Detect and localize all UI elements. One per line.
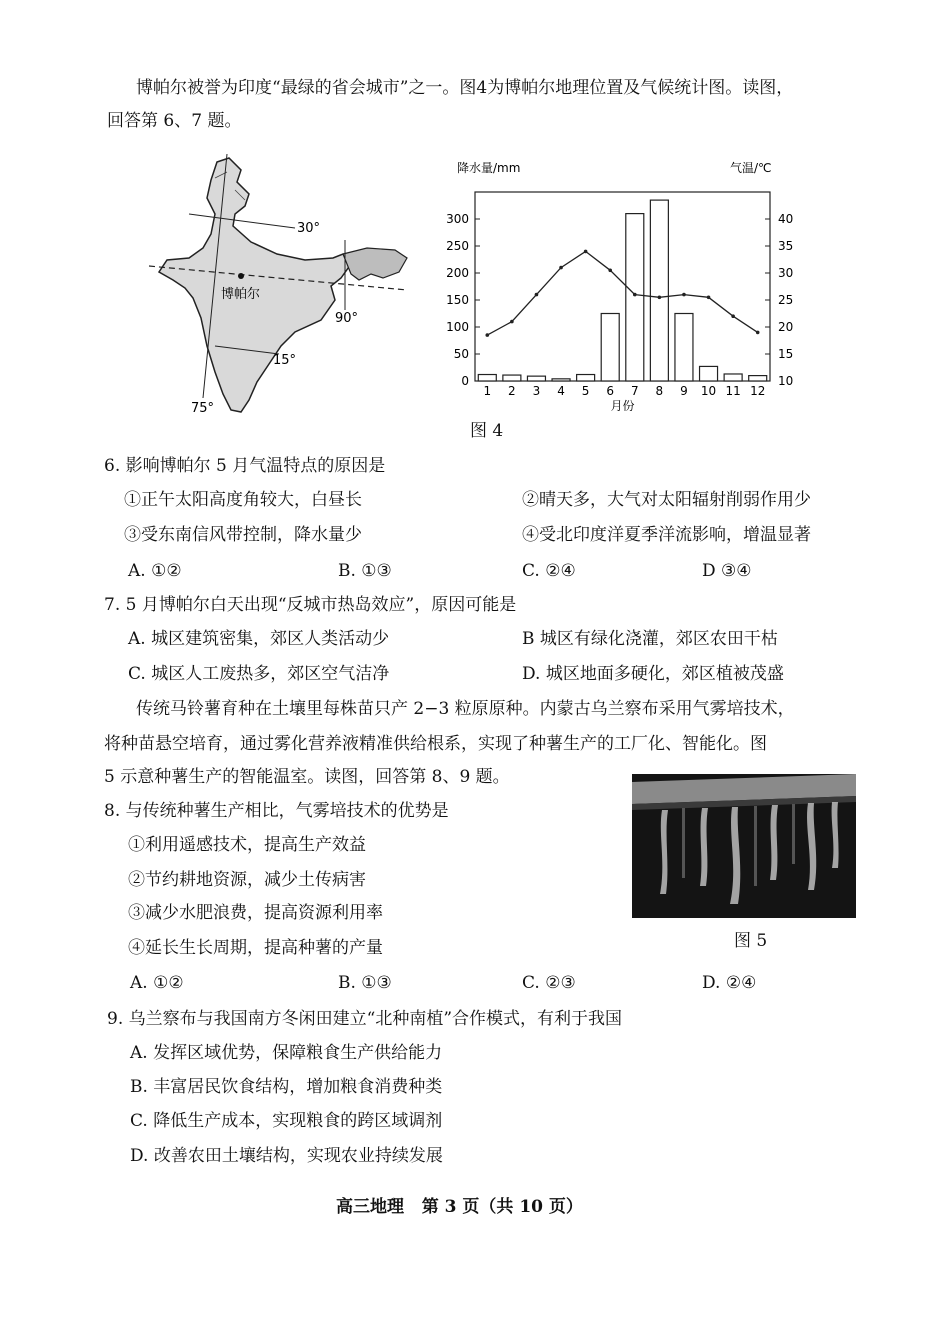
- temp-point-7: [633, 293, 637, 297]
- figure-4-caption: 图 4: [470, 421, 504, 441]
- precip-bar-11: [724, 374, 742, 381]
- precip-bar-1: [478, 375, 496, 381]
- q8-statement-1: ①利用遥感技术，提高生产效益: [128, 835, 366, 855]
- plot-frame: [475, 192, 770, 381]
- lon-90-label: 90°: [335, 311, 359, 326]
- precip-bar-9: [675, 314, 693, 382]
- temp-point-10: [707, 296, 711, 300]
- q6-stem: 6. 影响博帕尔 5 月气温特点的原因是: [104, 456, 386, 476]
- q6-statement-1: ①正午太阳高度角较大，白昼长: [124, 490, 362, 510]
- q7-option-b[interactable]: B 城区有绿化浇灌，郊区农田干枯: [522, 629, 778, 649]
- q6-statement-2: ②晴天多，大气对太阳辐射削弱作用少: [522, 490, 811, 510]
- x-tick-label: 2: [508, 384, 516, 398]
- x-tick-label: 8: [655, 384, 664, 398]
- q6-option-b[interactable]: B. ①③: [338, 561, 392, 581]
- x-tick-label: 12: [750, 384, 766, 398]
- q9-option-a[interactable]: A. 发挥区域优势，保障粮食生产供给能力: [130, 1043, 443, 1063]
- q8-statement-3: ③减少水肥浪费，提高资源利用率: [128, 903, 383, 923]
- intro2-line-2: 将种苗悬空培育，通过雾化营养液精准供给根系，实现了种薯生产的工厂化、智能化。图: [104, 734, 767, 754]
- x-tick-label: 11: [725, 384, 741, 398]
- y-left-tick-label: 250: [446, 239, 469, 253]
- x-axis-label: 月份: [610, 399, 635, 413]
- y-right-label: 气温/℃: [730, 161, 772, 175]
- page-footer: 高三地理 第 3 页（共 10 页）: [336, 1197, 583, 1217]
- precip-bar-10: [700, 366, 718, 381]
- x-tick-label: 9: [680, 384, 688, 398]
- y-right-tick-label: 40: [778, 212, 794, 226]
- precip-bar-6: [601, 314, 619, 382]
- northeast-region: [343, 248, 407, 280]
- intro2-line-3: 5 示意种薯生产的智能温室。读图，回答第 8、9 题。: [104, 767, 510, 787]
- x-tick-label: 6: [606, 384, 615, 398]
- q8-option-d[interactable]: D. ②④: [702, 973, 757, 993]
- x-tick-label: 10: [700, 384, 717, 398]
- y-left-tick-label: 100: [446, 320, 469, 334]
- q6-option-d[interactable]: D ③④: [702, 561, 752, 581]
- temperature-line: [487, 251, 757, 335]
- city-label: 博帕尔: [221, 287, 261, 302]
- precip-bar-5: [577, 375, 595, 381]
- intro-line-2: 回答第 6、7 题。: [107, 111, 242, 131]
- temp-point-2: [510, 320, 514, 324]
- x-tick-label: 3: [532, 384, 541, 398]
- y-left-tick-label: 50: [453, 347, 469, 361]
- q8-statement-4: ④延长生长周期，提高种薯的产量: [128, 938, 383, 958]
- q9-stem: 9. 乌兰察布与我国南方冬闲田建立“北种南植”合作模式，有利于我国: [107, 1009, 623, 1029]
- y-left-tick-label: 150: [446, 293, 469, 307]
- intro2-line-1: 传统马铃薯育种在土壤里每株苗只产 2−3 粒原原种。内蒙古乌兰察布采用气雾培技术，: [136, 699, 795, 719]
- precip-bar-8: [650, 200, 668, 381]
- q6-option-a[interactable]: A. ①②: [128, 561, 182, 581]
- q6-option-c[interactable]: C. ②④: [522, 561, 576, 581]
- q9-option-b[interactable]: B. 丰富居民饮食结构，增加粮食消费种类: [130, 1077, 443, 1097]
- precip-bar-4: [552, 379, 570, 381]
- temp-point-9: [682, 293, 686, 297]
- intro-line-1: 博帕尔被誉为印度“最绿的省会城市”之一。图4为博帕尔地理位置及气候统计图。读图，: [136, 78, 794, 98]
- precip-bar-2: [503, 375, 521, 381]
- y-left-tick-label: 0: [461, 374, 469, 388]
- y-right-tick-label: 30: [778, 266, 794, 280]
- q7-option-d[interactable]: D. 城区地面多硬化，郊区植被茂盛: [522, 664, 784, 684]
- lat-30-label: 30°: [297, 221, 321, 236]
- temp-point-12: [756, 331, 760, 335]
- q8-option-b[interactable]: B. ①③: [338, 973, 392, 993]
- lat-15-label: 15°: [273, 353, 297, 368]
- precip-bar-7: [626, 214, 644, 381]
- temp-point-5: [584, 250, 588, 254]
- q6-statement-3: ③受东南信风带控制，降水量少: [124, 525, 362, 545]
- y-right-tick-label: 10: [778, 374, 794, 388]
- q9-option-d[interactable]: D. 改善农田土壤结构，实现农业持续发展: [130, 1146, 443, 1166]
- q9-option-c[interactable]: C. 降低生产成本，实现粮食的跨区域调剂: [130, 1111, 443, 1131]
- india-outline: [159, 158, 351, 412]
- precip-bar-12: [749, 376, 767, 381]
- y-right-tick-label: 35: [778, 239, 794, 253]
- x-tick-label: 1: [483, 384, 492, 398]
- q7-option-c[interactable]: C. 城区人工废热多，郊区空气洁净: [128, 664, 390, 684]
- india-map: [145, 150, 420, 420]
- precip-bar-3: [527, 376, 545, 381]
- y-left-tick-label: 200: [446, 266, 469, 280]
- q8-stem: 8. 与传统种薯生产相比，气雾培技术的优势是: [104, 801, 449, 821]
- x-tick-label: 5: [581, 384, 590, 398]
- figure-5-caption: 图 5: [734, 931, 768, 951]
- q7-option-a[interactable]: A. 城区建筑密集，郊区人类活动少: [128, 629, 390, 649]
- climate-chart: [425, 152, 810, 414]
- lon-75-label: 75°: [191, 401, 215, 416]
- temp-point-8: [658, 296, 662, 300]
- temp-point-1: [485, 333, 489, 337]
- q8-option-c[interactable]: C. ②③: [522, 973, 576, 993]
- bhopal-marker: [238, 273, 244, 279]
- temp-point-4: [559, 266, 563, 270]
- greenhouse-photo: [632, 774, 856, 918]
- y-left-label: 降水量/mm: [457, 161, 521, 175]
- temp-point-6: [608, 269, 612, 273]
- temp-point-11: [731, 314, 735, 318]
- temp-point-3: [535, 293, 539, 297]
- y-right-tick-label: 20: [778, 320, 794, 334]
- q8-option-a[interactable]: A. ①②: [130, 973, 184, 993]
- y-right-tick-label: 25: [778, 293, 794, 307]
- y-right-tick-label: 15: [778, 347, 794, 361]
- q8-statement-2: ②节约耕地资源，减少土传病害: [128, 870, 366, 890]
- x-tick-label: 7: [630, 384, 639, 398]
- q7-stem: 7. 5 月博帕尔白天出现“反城市热岛效应”，原因可能是: [104, 595, 517, 615]
- q6-statement-4: ④受北印度洋夏季洋流影响，增温显著: [522, 525, 811, 545]
- x-tick-label: 4: [557, 384, 565, 398]
- y-left-tick-label: 300: [446, 212, 469, 226]
